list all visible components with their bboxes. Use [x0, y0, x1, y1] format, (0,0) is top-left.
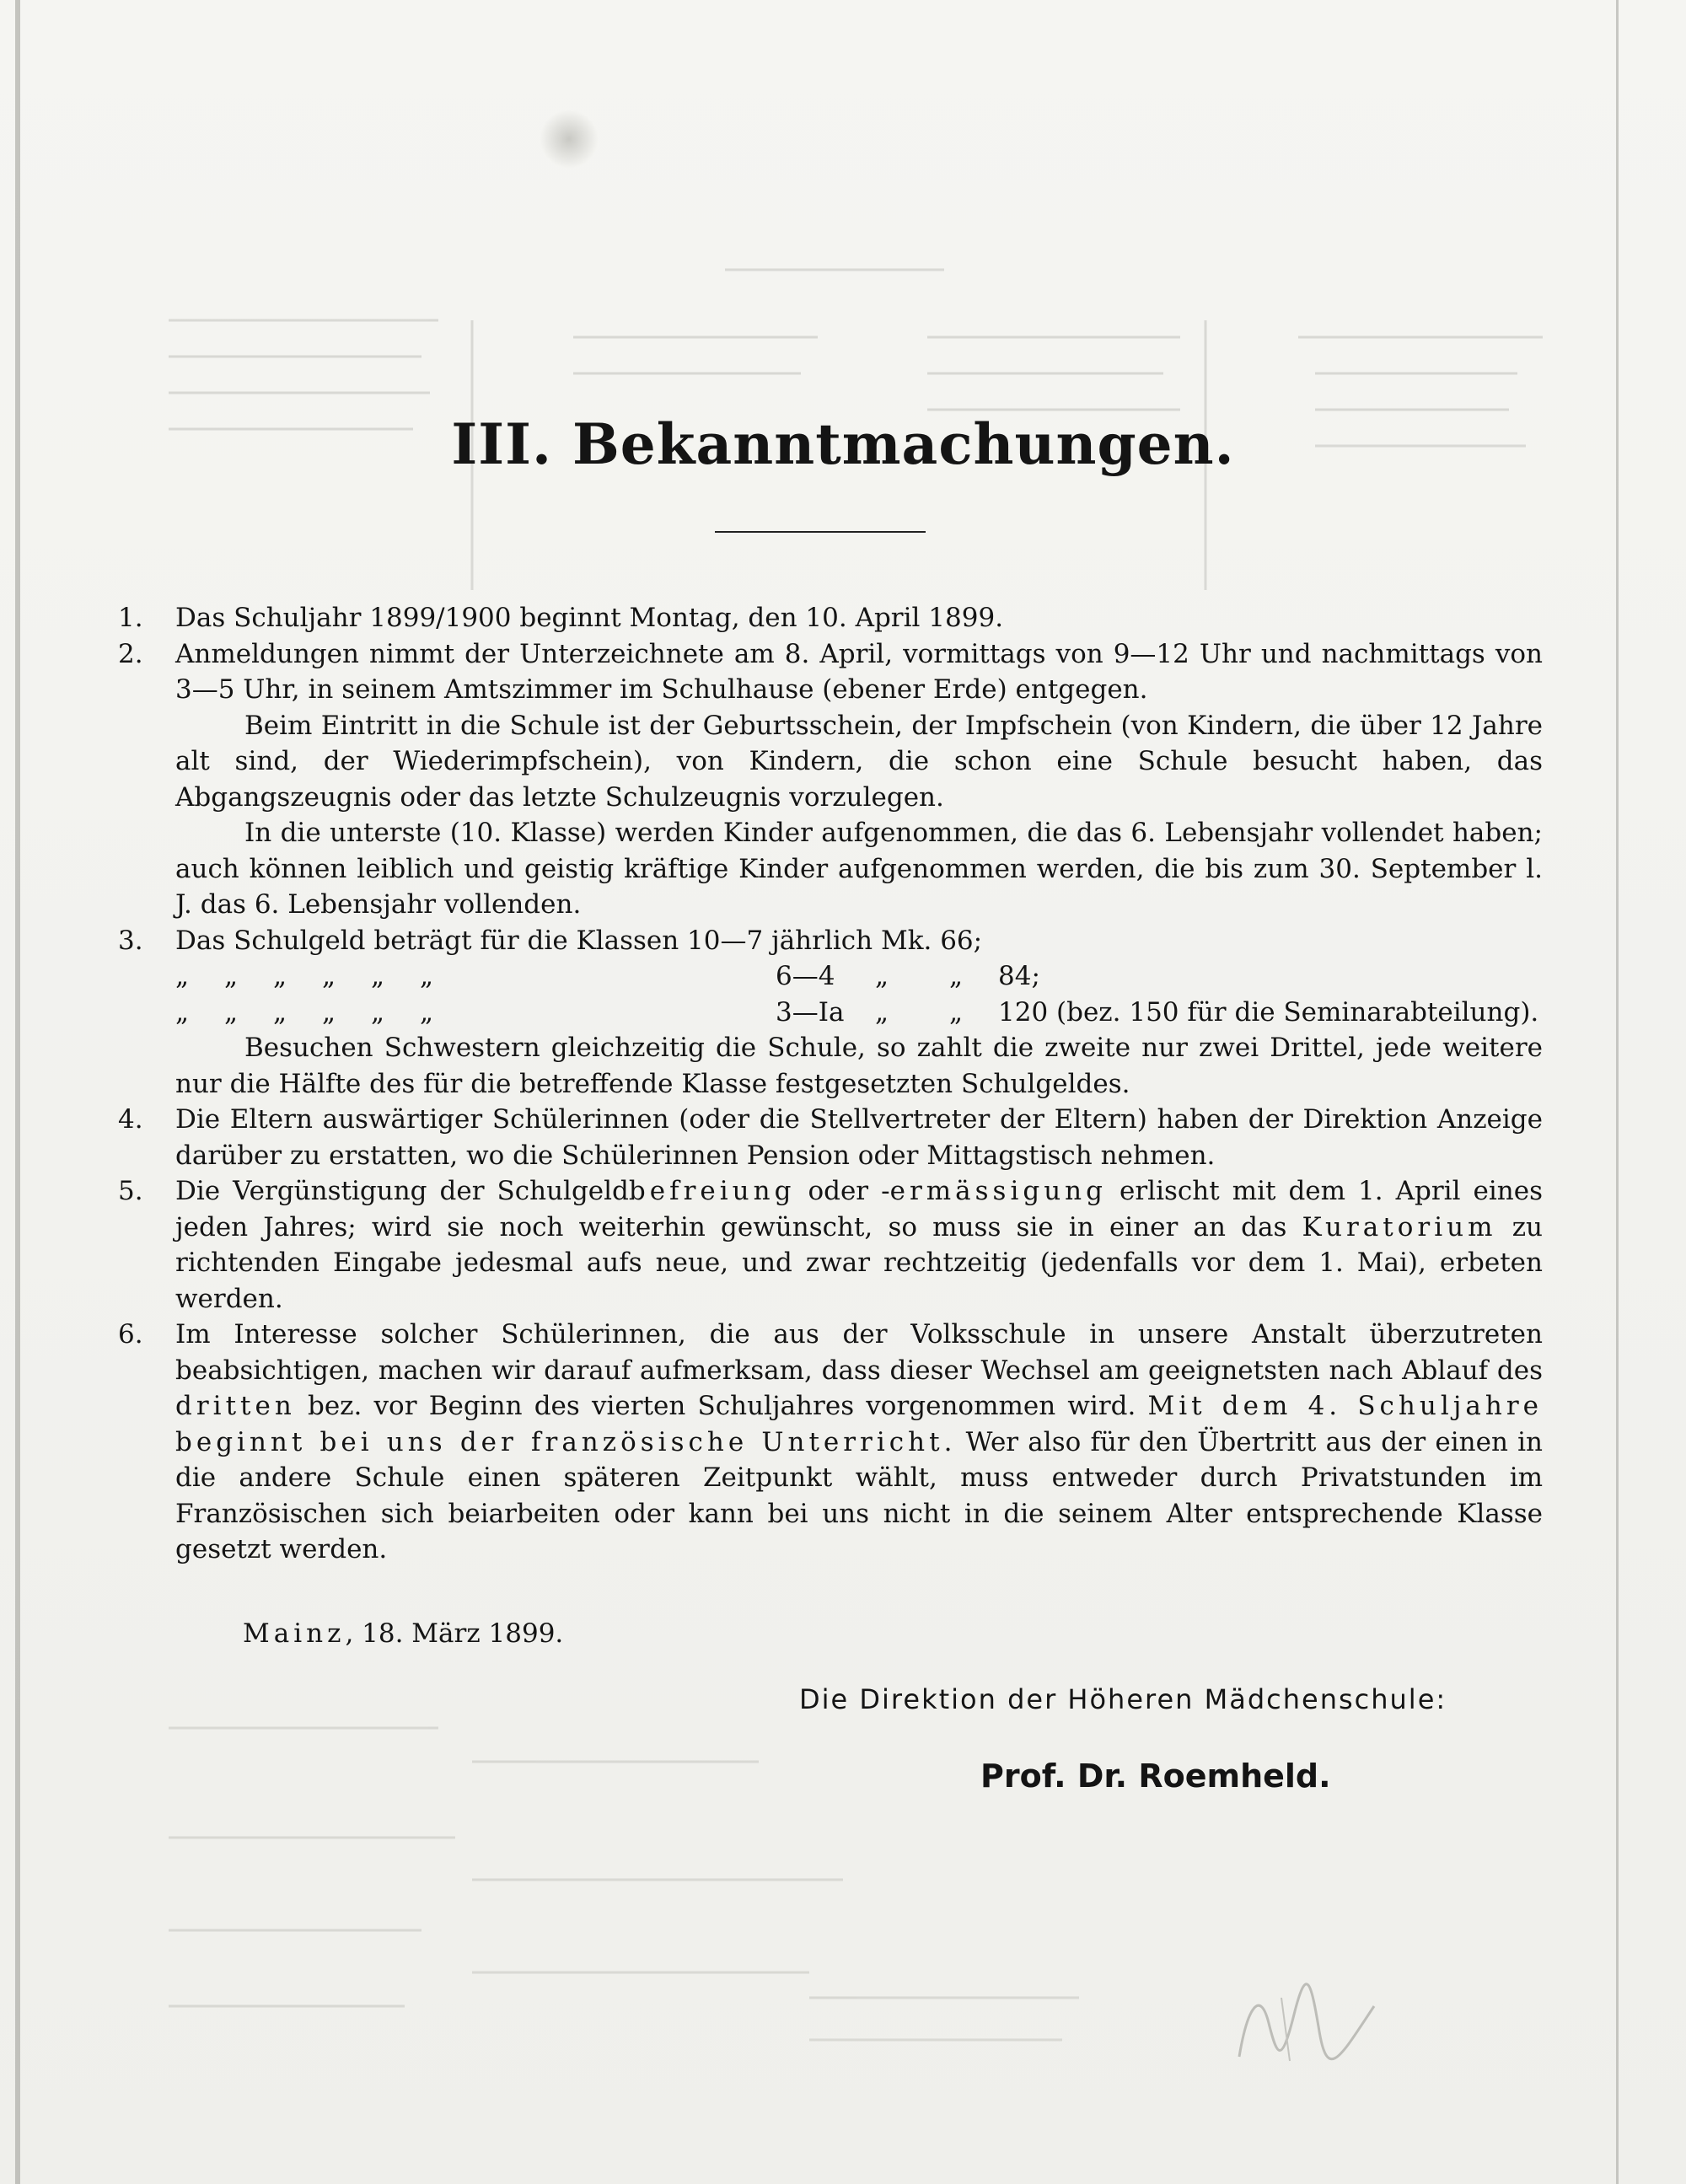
ditto-marks: „ „ „ „ „ „ — [175, 961, 434, 991]
ditto-mark: „ — [949, 961, 964, 991]
notice-2 — [118, 636, 1543, 923]
fee-amount: 120 (bez. 150 für die Seminarabteilung). — [998, 996, 1539, 1028]
title-rule — [715, 531, 926, 533]
notice-number: 6. — [118, 1319, 143, 1350]
notice-3 — [118, 923, 1543, 1103]
fee-row — [175, 995, 1543, 1031]
fee-class-range: 6—4 — [776, 961, 835, 991]
notice-number: 5. — [118, 1176, 143, 1206]
notice-5 — [118, 1173, 1543, 1317]
notice-text: Die Vergünstigung der Schulgeldbefreiung oder -ermässigung erlischt mit dem 1. April eines jeden Jahres; wird sie noch weiterhin gewünscht, so muss sie in einer an das Kuratorium zu richtenden Eingabe jedesmal aufs neue, und zwar rechtzeitig (jedenfalls vor dem 1. Mai), erbeten werden. — [175, 1176, 1543, 1314]
date: , 18. März 1899. — [345, 1618, 564, 1649]
notice-text: Das Schulgeld beträgt für die Klassen 10—7 jährlich Mk. 66; — [175, 925, 983, 956]
ditto-mark: „ — [949, 996, 964, 1028]
notice-2-paragraph: In die unterste (10. Klasse) werden Kinder aufgenommen, die das 6. Lebensjahr vollendet haben; auch können leiblich und geistig kräftige Kinder aufgenommen werden, die bis zum 30. September l. J. das 6. Lebensjahr vollenden. — [175, 818, 1543, 920]
notice-text: Im Interesse solcher Schülerinnen, die aus der Volksschule in unsere Anstalt überzutreten beabsichtigen, machen wir darauf aufmerksam, dass dieser Wechsel am geeignetsten nach Ablauf des dritten bez. vor Beginn des vierten Schuljahres vorgenommen wird. Mit dem 4. Schuljahre beginnt bei uns der französische Unterricht. Wer also für den Übertritt aus der einen in die andere Schule einen späteren Zeitpunkt wählt, muss entweder durch Privatstunden im Französischen sich beiarbeiten oder kann bei uns nicht in die seinem Alter entsprechende Klasse gesetzt werden. — [175, 1319, 1543, 1564]
place-and-date — [243, 1618, 563, 1649]
direction-line: Die Direktion der Höheren Mädchenschule: — [799, 1683, 1447, 1715]
signature-name: Prof. Dr. Roemheld. — [980, 1757, 1331, 1795]
notice-4 — [118, 1102, 1543, 1173]
notice-text: Die Eltern auswärtiger Schülerinnen (oder die Stellvertreter der Eltern) haben der Direktion Anzeige darüber zu erstatten, wo die Schülerinnen Pension oder Mittagstisch nehmen. — [175, 1104, 1543, 1171]
notice-number: 4. — [118, 1104, 143, 1135]
fee-amount: 84; — [998, 961, 1040, 991]
notice-text: Anmeldungen nimmt der Unterzeichnete am 8. April, vormittags von 9—12 Uhr und nachmittags von 3—5 Uhr, in seinem Amtszimmer im Schulhause (ebener Erde) entgegen. — [175, 638, 1543, 705]
sisters-note: Besuchen Schwestern gleichzeitig die Schule, so zahlt die zweite nur zwei Drittel, jede weitere nur die Hälfte des für die betreffende Klasse festgesetzten Schulgeldes. — [175, 1033, 1543, 1099]
fee-class-range: 3—Ia — [776, 996, 845, 1028]
place-name: Mainz — [243, 1618, 346, 1649]
pencil-scribble — [1231, 1972, 1383, 2074]
notice-number: 1. — [118, 603, 143, 633]
notice-1 — [118, 600, 1543, 636]
ditto-marks: „ — [875, 996, 889, 1028]
notice-number: 2. — [118, 638, 143, 669]
notice-list — [118, 600, 1543, 1568]
notice-text: Das Schuljahr 1899/1900 beginnt Montag, den 10. April 1899. — [175, 603, 1004, 633]
notice-2-paragraph: Beim Eintritt in die Schule ist der Geburtsschein, der Impfschein (von Kindern, die über 12 Jahre alt sind, der Wiederimpfschein), von Kindern, die schon eine Schule besucht haben, das Abgangszeugnis oder das letzte Schulzeugnis vorzulegen. — [175, 710, 1543, 813]
page-title: III. Bekanntmachungen. — [451, 411, 1235, 477]
notice-6 — [118, 1317, 1543, 1568]
notice-number: 3. — [118, 925, 143, 956]
ditto-marks: „ „ „ „ „ „ — [175, 996, 434, 1028]
ditto-marks: „ — [875, 961, 889, 991]
fee-row — [175, 958, 1543, 995]
